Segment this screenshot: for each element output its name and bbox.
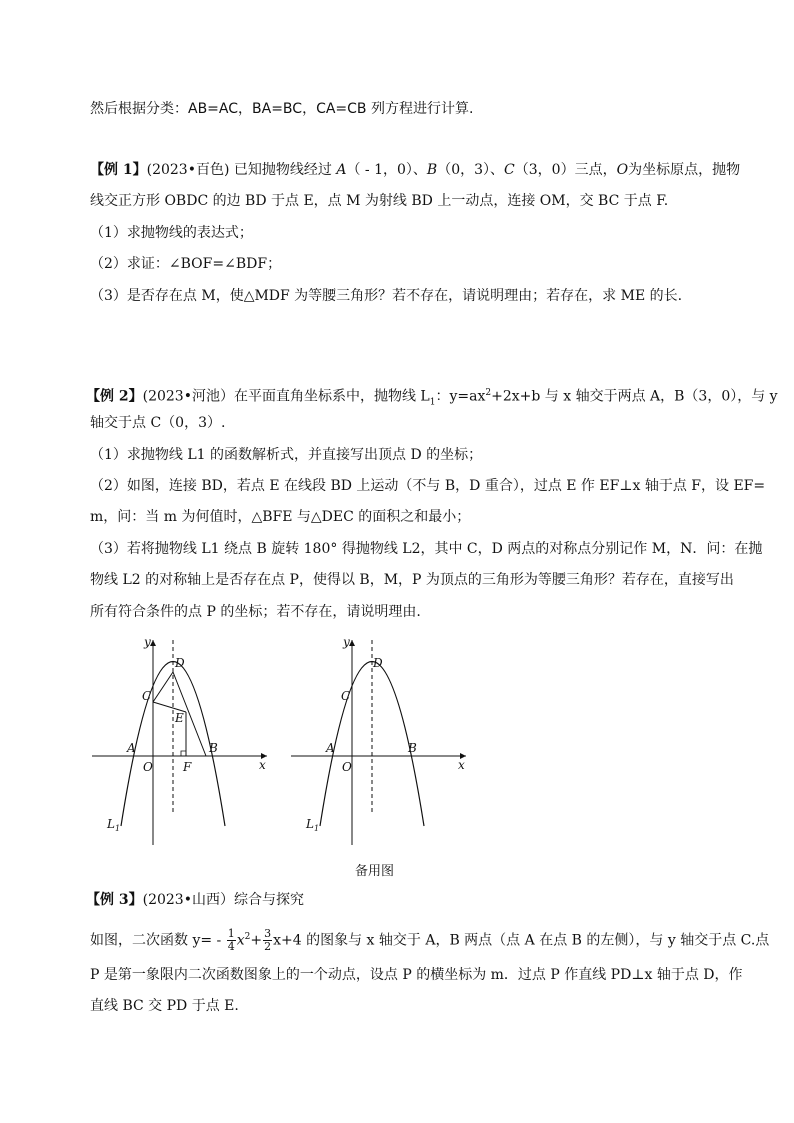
parabola-figures [0,630,794,860]
ex3-title: (2023•山西）综合与探究 [142,892,304,908]
figure-right [291,635,466,845]
ex2-line2: 轴交于点 C（0，3）. [90,415,226,431]
ex2-q3b: 物线 L2 的对称轴上是否存在点 P，使得以 B，M，P 为顶点的三角形为等腰三角形？若存在，直接写出 [90,572,734,588]
ex2-sup: 2 [485,388,492,398]
ex2-line1 [86,384,778,411]
ex1-text-b: （ - 1，0）、 [346,162,427,178]
fraction-one-quarter: $\frac{1}{4}$ [227,927,235,954]
ex3-text-a: 如图，二次函数 y= - [90,932,226,949]
label-y-left: y [144,635,151,649]
ex2-tag: 【例 2】 [86,388,143,405]
ex1-q2: （2）求证：∠BOF=∠BDF； [90,256,282,272]
label-d-left: D [175,656,185,670]
label-f-left: F [183,760,192,774]
intro-line: 然后根据分类：AB=AC，BA=BC，CA=CB 列方程进行计算. [90,101,474,117]
ex1-line2: 线交正方形 OBDC 的边 BD 于点 E，点 M 为射线 BD 上一动点，连接 OM，交 BC 于点 F. [90,193,669,209]
ex2-q3a: （3）若将抛物线 L1 绕点 B 旋转 180° 得抛物线 L2，其中 C，D 两点的对称点分别记作 M，N．问：在抛 [90,541,763,557]
figure-caption: 备用图 [355,864,395,879]
label-y-right: y [343,635,350,649]
ex1-q3: （3）是否存在点 M，使△MDF 为等腰三角形？若不存在，请说明理由；若存在，求 ME 的长. [90,288,683,304]
ex2-q2b: m，问：当 m 为何值时，△BFE 与△DEC 的面积之和最小； [90,509,471,525]
label-d-right: D [373,656,383,670]
ex3-text-x: x [236,932,245,949]
label-o-right: O [342,760,352,774]
label-e-left: E [175,711,184,725]
ex2-sub: 1 [429,397,436,408]
ex1-q1: （1）求抛物线的表达式； [90,225,253,241]
ex3-text-d: x+4 的图象与 x 轴交于 A，B 两点（点 A 在点 B 的左侧），与 y 轴交于点 C.点 [273,932,770,949]
label-o-left: O [143,760,153,774]
label-c-left: C [142,689,152,703]
segment-cd [153,672,173,702]
ex3-plus: + [250,932,263,949]
ex1-text-a: (2023•百色) 已知抛物线经过 [146,162,337,178]
label-b-left: B [209,741,218,755]
ex1-text-e: 为坐标原点，抛物 [628,162,741,178]
label-a-left: A [127,741,136,755]
ex2-text-a: (2023•河池）在平面直角坐标系中，抛物线 L [142,388,430,405]
label-c-right: C [341,689,351,703]
ex2-text-c: +2x+b 与 x 轴交于两点 A，B（3，0），与 y [491,388,778,405]
figure-left [92,635,267,845]
ex1-tag: 【例 1】 [90,162,147,178]
ex1-point-a: A [336,162,347,178]
label-a-right: A [326,741,335,755]
ex1-line1 [90,161,740,179]
right-angle-mark [181,751,186,756]
ex2-q1: （1）求抛物线 L1 的函数解析式，并直接写出顶点 D 的坐标； [90,447,483,463]
ex3-line2 [90,928,769,953]
ex2-q2a: （2）如图，连接 BD，若点 E 在线段 BD 上运动（不与 B，D 重合），过点 E 作 EF⊥x 轴于点 F，设 EF= [90,478,766,494]
ex1-text-c: （0，3）、 [437,162,505,178]
ex3-sup: 2 [244,932,251,942]
ex3-line4: 直线 BC 交 PD 于点 E. [90,998,239,1014]
label-b-right: B [408,741,417,755]
ex3-line3: P 是第一象限内二次函数图象上的一个动点，设点 P 的横坐标为 m．过点 P 作直线 PD⊥x 轴于点 D，作 [90,967,743,983]
ex3-line1 [86,891,304,909]
ex2-q3c: 所有符合条件的点 P 的坐标；若不存在，请说明理由. [90,604,421,620]
label-l-right: $L_1$ [306,817,320,833]
ex1-text-d: （3，0）三点， [514,162,617,178]
label-l-left: $L_1$ [107,817,121,833]
label-x-right: x [458,758,465,772]
ex1-point-o: O [616,162,629,178]
fraction-three-halves: $\frac{3}{2}$ [264,927,272,954]
ex3-tag: 【例 3】 [86,892,143,908]
ex2-text-b: ：y=ax [435,388,486,405]
label-x-left: x [259,758,266,772]
ex1-point-c: C [504,162,515,178]
ex1-point-b: B [426,162,438,178]
